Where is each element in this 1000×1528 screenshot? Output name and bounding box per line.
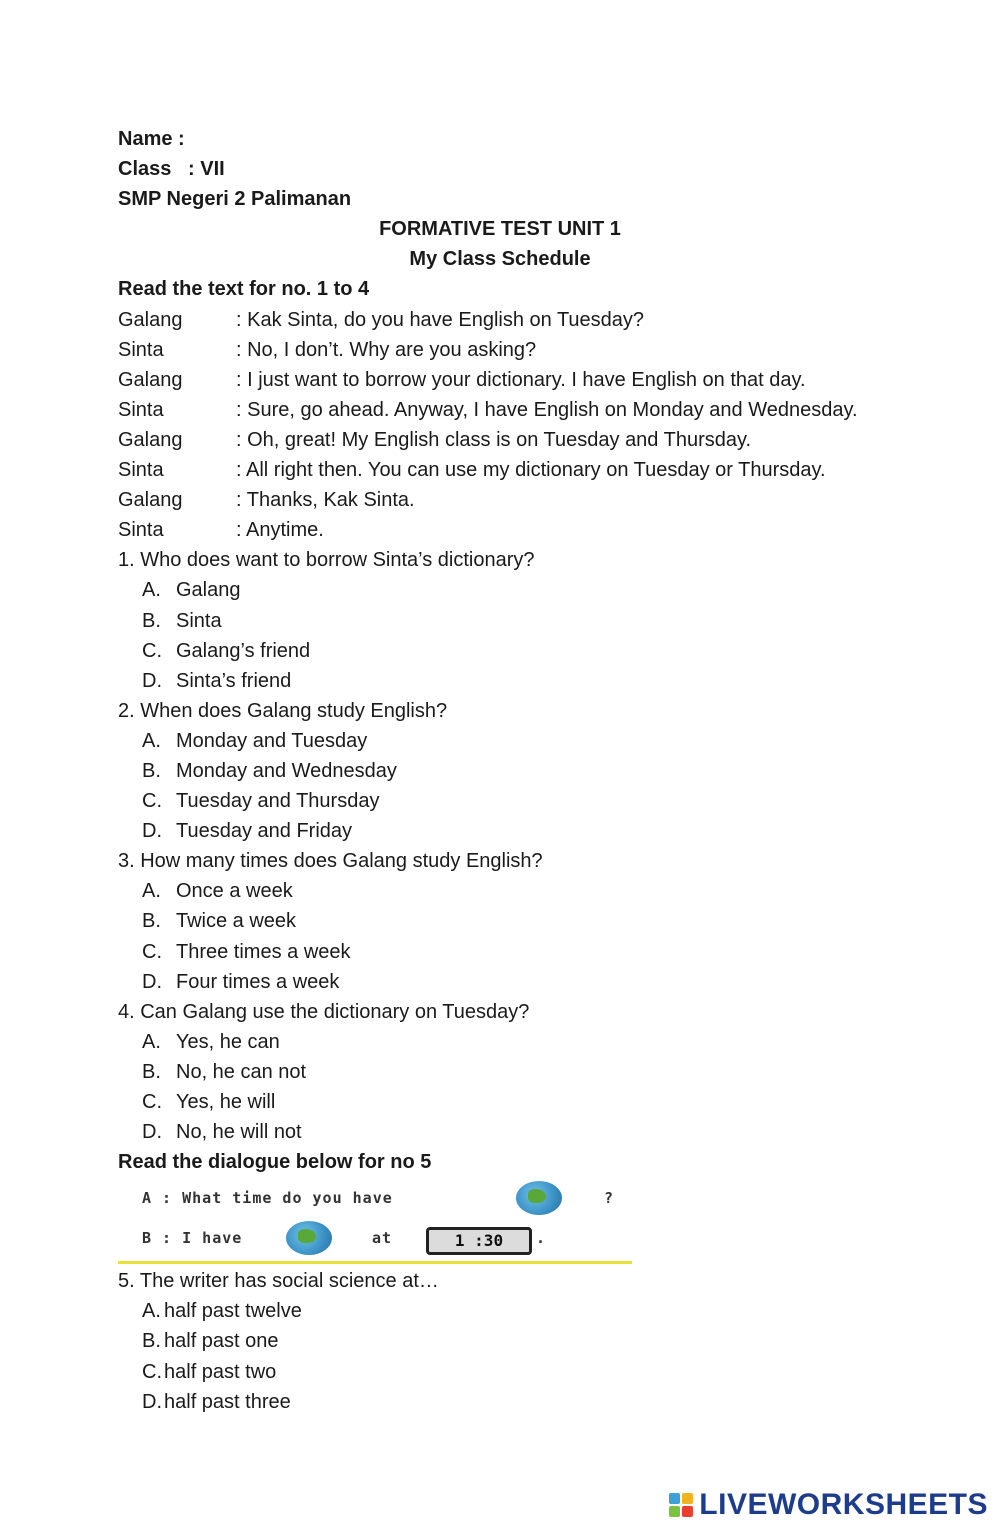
- option-c[interactable]: [118, 1357, 898, 1387]
- option-text: No, he will not: [176, 1121, 302, 1144]
- option-a[interactable]: [118, 1296, 898, 1326]
- option-letter: B.: [142, 1330, 161, 1353]
- question-stem: 3. How many times does Galang study English?: [118, 850, 543, 873]
- option-b[interactable]: [118, 1326, 898, 1356]
- option-letter: B.: [142, 910, 161, 933]
- name-label: Name :: [118, 128, 185, 150]
- logo-square: [682, 1493, 693, 1504]
- picture-text-at: at: [372, 1229, 393, 1248]
- option-text: Tuesday and Thursday: [176, 790, 380, 813]
- option-letter: C.: [142, 790, 162, 813]
- option-d[interactable]: [118, 666, 898, 696]
- option-text: half past three: [164, 1390, 291, 1413]
- option-letter: A.: [142, 729, 161, 752]
- dialogue-picture: [118, 1179, 632, 1264]
- question-3: [118, 846, 898, 996]
- option-letter: D.: [142, 1121, 162, 1144]
- utterance: : I just want to borrow your dictionary. I have English on that day.: [236, 368, 806, 391]
- dialogue-line: [118, 395, 898, 425]
- question-4: [118, 997, 898, 1147]
- speaker: Sinta: [118, 398, 164, 421]
- picture-line-a: [142, 1189, 393, 1207]
- logo-text: LIVEWORKSHEETS: [699, 1488, 988, 1521]
- utterance: : All right then. You can use my dictionary on Tuesday or Thursday.: [236, 459, 826, 482]
- dialogue-line: [118, 305, 898, 335]
- option-d[interactable]: [118, 967, 898, 997]
- picture-question-mark: ?: [604, 1189, 615, 1208]
- option-letter: C.: [142, 940, 162, 963]
- option-letter: A.: [142, 579, 161, 602]
- option-text: Yes, he will: [176, 1091, 276, 1113]
- option-letter: C.: [142, 1091, 162, 1113]
- speaker: Sinta: [118, 519, 164, 542]
- option-text: Sinta’s friend: [176, 669, 292, 692]
- option-letter: D.: [142, 1390, 162, 1413]
- option-letter: B.: [142, 1060, 161, 1083]
- option-b[interactable]: [118, 1057, 898, 1087]
- question-2: [118, 696, 898, 846]
- option-c[interactable]: [118, 937, 898, 967]
- section1-instruction: Read the text for no. 1 to 4: [118, 278, 370, 301]
- option-text: Twice a week: [176, 910, 297, 933]
- option-letter: C.: [142, 639, 162, 662]
- option-c[interactable]: [118, 786, 898, 816]
- test-subtitle: My Class Schedule: [409, 248, 591, 271]
- option-a[interactable]: [118, 575, 898, 605]
- option-text: half past twelve: [164, 1300, 302, 1323]
- option-text: Sinta: [176, 609, 222, 632]
- utterance: : Anytime.: [236, 519, 324, 542]
- utterance: : Sure, go ahead. Anyway, I have English on Monday and Wednesday.: [236, 398, 858, 421]
- option-b[interactable]: [118, 906, 898, 936]
- option-text: Once a week: [176, 880, 293, 903]
- option-letter: A.: [142, 1030, 161, 1053]
- logo-grid-icon: [669, 1493, 693, 1517]
- option-c[interactable]: [118, 636, 898, 666]
- option-text: half past one: [164, 1330, 279, 1353]
- question-stem: 2. When does Galang study English?: [118, 699, 448, 722]
- option-letter: D.: [142, 820, 162, 843]
- logo-square: [682, 1506, 693, 1517]
- speaker: Sinta: [118, 338, 164, 361]
- option-letter: D.: [142, 669, 162, 692]
- utterance: : Thanks, Kak Sinta.: [236, 489, 415, 512]
- dialogue-line: [118, 425, 898, 455]
- dialogue-line: [118, 335, 898, 365]
- dialogue-line: [118, 365, 898, 395]
- picture-text-a: A : What time do you have: [142, 1189, 393, 1208]
- option-letter: C.: [142, 1360, 162, 1383]
- logo-square: [669, 1506, 680, 1517]
- option-letter: A.: [142, 880, 161, 903]
- liveworksheets-logo: [669, 1488, 988, 1522]
- option-text: half past two: [164, 1360, 277, 1383]
- option-c[interactable]: [118, 1087, 898, 1117]
- globe-icon: [286, 1221, 332, 1255]
- option-letter: D.: [142, 970, 162, 993]
- option-text: Monday and Wednesday: [176, 759, 397, 782]
- question-stem: 4. Can Galang use the dictionary on Tuesday?: [118, 1000, 530, 1023]
- option-letter: B.: [142, 759, 161, 782]
- question-stem: 5. The writer has social science at…: [118, 1270, 439, 1293]
- dialogue-line: [118, 455, 898, 485]
- option-a[interactable]: [118, 1027, 898, 1057]
- option-text: Galang: [176, 579, 241, 602]
- speaker: Galang: [118, 368, 183, 391]
- test-title: FORMATIVE TEST UNIT 1: [379, 218, 621, 241]
- speaker: Galang: [118, 428, 183, 451]
- dialogue-line: [118, 515, 898, 545]
- dialogue: [118, 305, 898, 546]
- question-stem: 1. Who does want to borrow Sinta’s dictionary?: [118, 549, 535, 572]
- question-5: [118, 1266, 898, 1416]
- option-text: Tuesday and Friday: [176, 820, 353, 843]
- picture-period: .: [536, 1229, 547, 1248]
- speaker: Galang: [118, 489, 183, 512]
- school-name: SMP Negeri 2 Palimanan: [118, 188, 352, 211]
- logo-square: [669, 1493, 680, 1504]
- picture-text-b: B : I have: [142, 1229, 243, 1248]
- option-text: Galang’s friend: [176, 639, 311, 662]
- option-text: Yes, he can: [176, 1030, 280, 1053]
- worksheet: [118, 124, 898, 1417]
- option-d[interactable]: [118, 816, 898, 846]
- option-d[interactable]: [118, 1387, 898, 1417]
- option-letter: A.: [142, 1300, 161, 1323]
- speaker: Galang: [118, 308, 183, 331]
- utterance: : No, I don’t. Why are you asking?: [236, 338, 537, 361]
- option-text: Three times a week: [176, 940, 351, 963]
- dialogue-line: [118, 485, 898, 515]
- option-text: Monday and Tuesday: [176, 729, 368, 752]
- option-text: Four times a week: [176, 970, 340, 993]
- speaker: Sinta: [118, 459, 164, 482]
- option-letter: B.: [142, 609, 161, 632]
- digital-clock: 1 :30: [426, 1227, 532, 1255]
- option-a[interactable]: [118, 876, 898, 906]
- option-b[interactable]: [118, 756, 898, 786]
- utterance: : Kak Sinta, do you have English on Tuesday?: [236, 308, 645, 331]
- option-a[interactable]: [118, 726, 898, 756]
- section2-instruction: Read the dialogue below for no 5: [118, 1151, 432, 1174]
- option-b[interactable]: [118, 606, 898, 636]
- option-d[interactable]: [118, 1117, 898, 1147]
- utterance: : Oh, great! My English class is on Tuesday and Thursday.: [236, 428, 752, 451]
- picture-line-b: [142, 1229, 242, 1247]
- question-1: [118, 545, 898, 695]
- option-text: No, he can not: [176, 1060, 307, 1083]
- globe-icon: [516, 1181, 562, 1215]
- class-label: Class : VII: [118, 158, 225, 181]
